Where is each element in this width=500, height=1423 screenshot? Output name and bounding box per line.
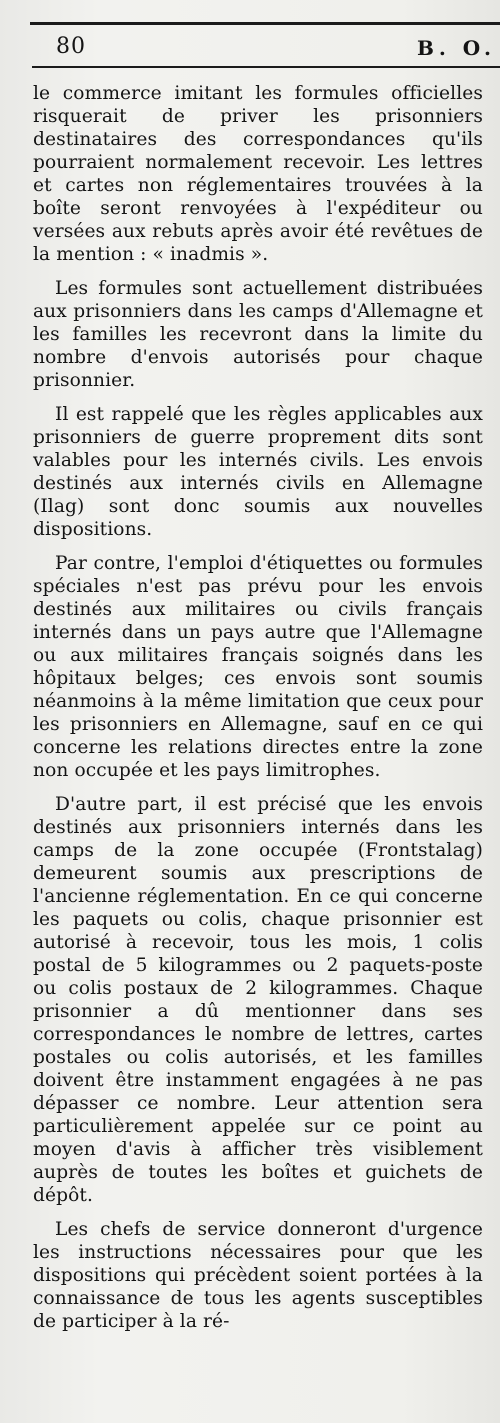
paragraph-continuation: le commerce imitant les formules officielles risquerait de priver les prisonniers destinataires des correspondances qu'ils pourraient normalement recevoir. Les lettres et cartes non réglementaires trouvées à la boîte seront renvoyées à l'expéditeur ou versées aux rebuts après avoir été revêtues de la mention : « inadmis ».	[33, 83, 483, 265]
paragraph-chefs-de-service: Les chefs de service donneront d'urgence les instructions nécessaires pour que les dispositions qui précèdent soient portées à la connaissance de tous les agents susceptibles de participer à la ré-	[33, 1219, 483, 1332]
page-number: 80	[56, 34, 86, 59]
paragraph-frontstalag: D'autre part, il est précisé que les envois destinés aux prisonniers internés dans les camps de la zone occupée (Frontstalag) demeurent soumis aux prescriptions de l'ancienne réglementation. En ce qui concerne les paquets ou colis, chaque prisonnier est autorisé à recevoir, tous les mois, 1 colis postal de 5 kilogrammes ou 2 paquets-poste ou colis postaux de 2 kilogrammes. Chaque prisonnier a dû mentionner dans ses correspondances le nombre de lettres, cartes postales ou colis autorisés, et les familles doivent être instamment engagées à ne pas dépasser ce nombre. Leur attention sera particulièrement appelée sur ce point au moyen d'avis à afficher très visiblement auprès de toutes les boîtes et guichets de dépôt.	[33, 794, 483, 1206]
article-body	[33, 82, 483, 1333]
paragraph-par-contre: Par contre, l'emploi d'étiquettes ou formules spéciales n'est pas prévu pour les envois destinés aux militaires ou civils français internés dans un pays autre que l'Allemagne ou aux militaires français soignés dans les hôpitaux belges; ces envois sont soumis néanmoins à la même limitation que ceux pour les prisonniers en Allemagne, sauf en ce qui concerne les relations directes entre la zone non occupée et les pays limitrophes.	[33, 553, 483, 781]
paragraph-formules: Les formules sont actuellement distribuées aux prisonniers dans les camps d'Allemagne et les familles les recevront dans la limite du nombre d'envois autorisés pour chaque prisonnier.	[33, 278, 483, 391]
header-rule	[32, 66, 500, 68]
paragraph-internes-civils: Il est rappelé que les règles applicables aux prisonniers de guerre proprement dits sont valables pour les internés civils. Les envois destinés aux internés civils en Allemagne (Ilag) sont donc soumis aux nouvelles dispositions.	[33, 404, 483, 540]
top-rule	[30, 22, 500, 25]
running-header: B. O.	[416, 36, 496, 60]
